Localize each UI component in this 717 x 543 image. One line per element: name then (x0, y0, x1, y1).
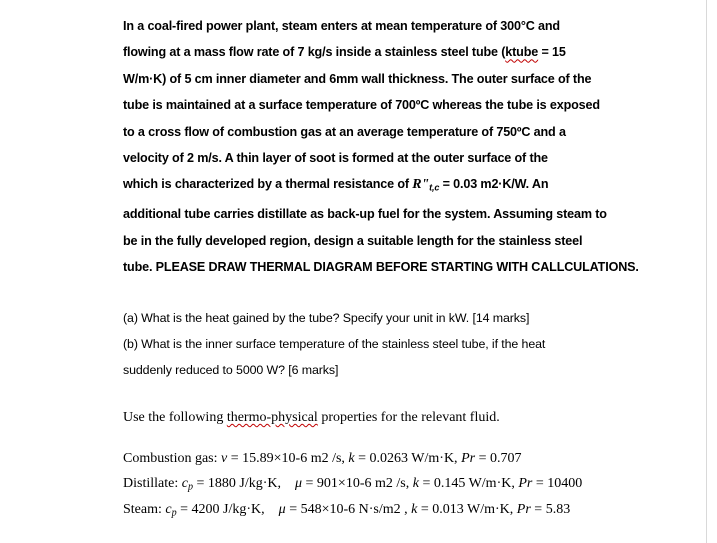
k-symbol: k (411, 502, 418, 517)
resistance-subscript: t,c (429, 182, 440, 193)
problem-line-6: velocity of 2 m/s. A thin layer of soot is formed at the outer surface of the (123, 151, 548, 166)
problem-line-4: tube is maintained at a surface temperature of 700ºC whereas the tube is exposed (123, 98, 600, 113)
problem-line-5: to a cross flow of combustion gas at an average temperature of 750ºC and a (123, 124, 566, 139)
pr-symbol: Pr (516, 502, 531, 517)
mu-symbol: μ (278, 502, 286, 517)
problem-line-8: additional tube carries distillate as back-up fuel for the system. Assuming steam to (123, 207, 607, 222)
ktube-symbol: ktube (505, 45, 539, 60)
cp-symbol: c (165, 502, 172, 517)
k-symbol: k (348, 451, 355, 466)
problem-line-9: be in the fully developed region, design a suitable length for the stainless steel (123, 233, 583, 248)
cp-symbol: c (181, 476, 188, 491)
nu-symbol: ν (221, 451, 228, 466)
problem-line-10: tube. PLEASE DRAW THERMAL DIAGRAM BEFORE STARTING WITH CALLCULATIONS. (123, 259, 639, 274)
pr-symbol: Pr (518, 476, 533, 491)
mu-symbol: μ (295, 476, 303, 491)
problem-statement (123, 13, 683, 280)
problem-line-2: flowing at a mass flow rate of 7 kg/s inside a stainless steel tube (ktube = 15 (123, 45, 566, 60)
question-a: (a) What is the heat gained by the tube? Specify your unit in kW. [14 marks] (123, 311, 530, 325)
problem-line-3: W/m·K) of 5 cm inner diameter and 6mm wall thickness. The outer surface of the (123, 71, 592, 86)
problem-line-1: In a coal-fired power plant, steam enters at mean temperature of 300°C and (123, 19, 560, 33)
pr-symbol: Pr (461, 451, 476, 466)
property-steam: Steam: $c_p = 4200$ J/kg·K, μ = 548×10-6 N·s/m2 , k = 0.013 W/m·K, Pr = 5.83 (123, 502, 571, 519)
question-b-line-1: (b) What is the inner surface temperature of the stainless steel tube, if the heat (123, 337, 546, 351)
question-list (123, 305, 683, 383)
resistance-symbol: R" (412, 177, 430, 193)
page-edge-divider (706, 0, 707, 543)
property-combustion-gas: Combustion gas: ν = 15.89×10-6 m2 /s, k = 0.0263 W/m·K, Pr = 0.707 (123, 451, 522, 466)
k-symbol: k (412, 476, 419, 491)
thermo-physical-word: thermo-physical (226, 410, 318, 425)
question-b-line-2: suddenly reduced to 5000 W? [6 marks] (123, 363, 339, 377)
properties-intro: Use the following thermo-physical properties for the relevant fluid. (123, 410, 500, 425)
property-distillate: Distillate: $c_p = 1880$ J/kg·K, μ = 901×10-6 m2 /s, k = 0.145 W/m·K, Pr = 10400 (123, 476, 583, 493)
problem-line-7: which is characterized by a thermal resistance of $R"_{t,c} = 0.03$ m2·K/W. An (123, 177, 549, 193)
